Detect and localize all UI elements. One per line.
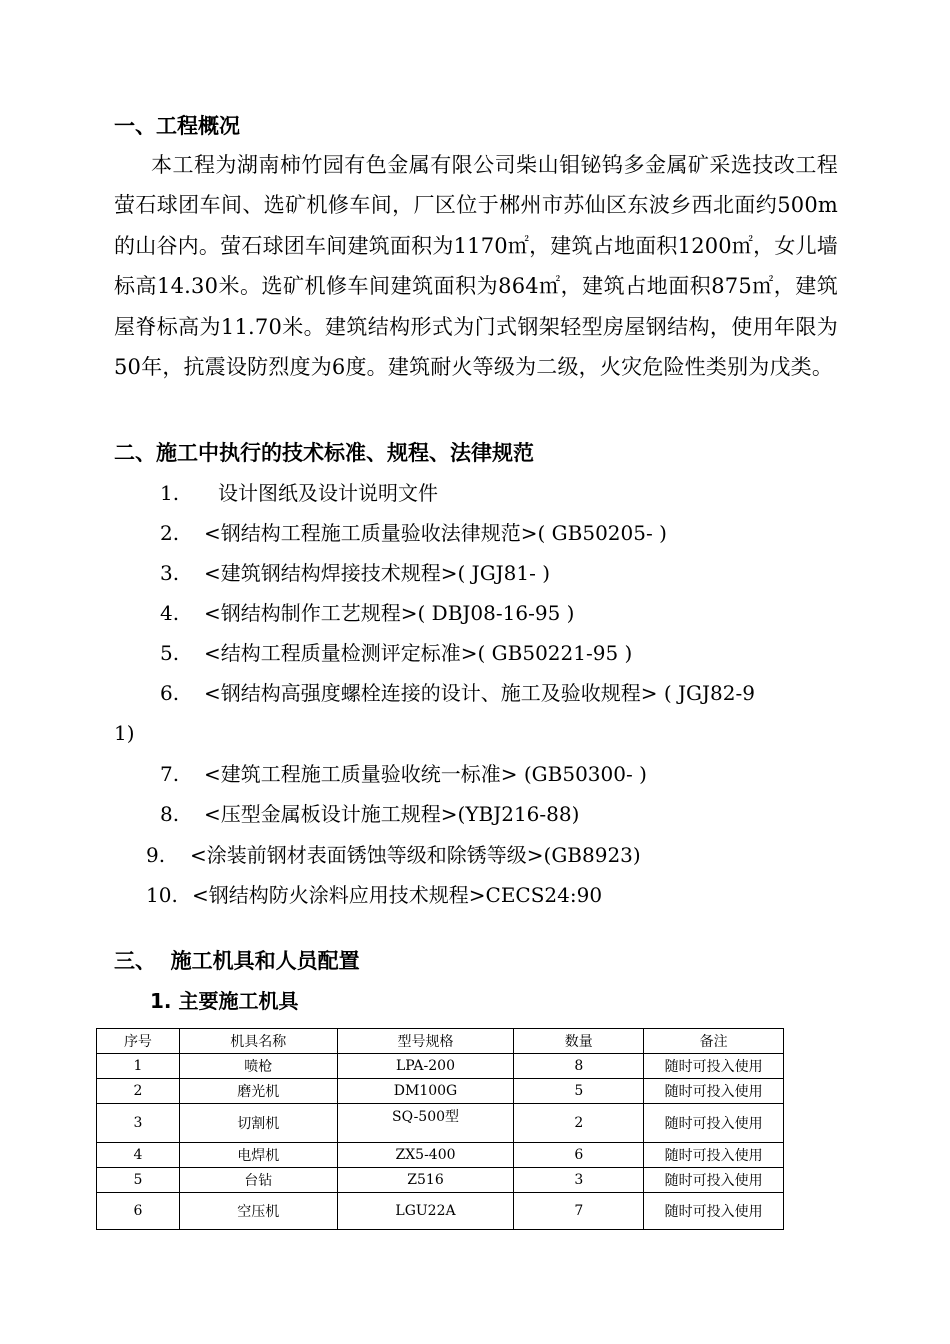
standard-item [160, 519, 667, 547]
item-number: 3. [160, 561, 180, 585]
item-text: <涂装前钢材表面锈蚀等级和除锈等级>(GB8923) [190, 843, 641, 867]
standard-item [146, 841, 641, 869]
item-number: 4. [160, 601, 180, 625]
table-cell: 切割机 [179, 1104, 337, 1143]
table-cell: LPA-200 [337, 1054, 514, 1079]
table-cell: 2 [514, 1104, 644, 1143]
table-cell: 3 [97, 1104, 180, 1143]
table-cell: 空压机 [179, 1193, 337, 1230]
section1-heading: 一、工程概况 [114, 114, 240, 138]
item-text: <钢结构工程施工质量验收法律规范>( GB50205- ) [204, 521, 667, 545]
table-row [97, 1193, 784, 1230]
item-number: 5. [160, 641, 180, 665]
table-cell: 8 [514, 1054, 644, 1079]
table-cell: 随时可投入使用 [644, 1079, 784, 1104]
item-text: 1) [114, 721, 135, 745]
table-cell: Z516 [337, 1168, 514, 1193]
table-cell: 1 [97, 1054, 180, 1079]
standard-item [160, 599, 574, 627]
section3-heading: 三、 施工机具和人员配置 [114, 949, 360, 973]
standard-item [160, 679, 755, 707]
table-cell: 5 [514, 1079, 644, 1104]
table-cell: 随时可投入使用 [644, 1168, 784, 1193]
item-text: <压型金属板设计施工规程>(YBJ216-88) [204, 802, 580, 826]
item-text: 设计图纸及设计说明文件 [218, 481, 438, 505]
table-cell: 电焊机 [179, 1143, 337, 1168]
standard-item [146, 881, 602, 909]
table-header-cell: 机具名称 [179, 1029, 337, 1054]
table-cell: ZX5-400 [337, 1143, 514, 1168]
table-header-cell: 备注 [644, 1029, 784, 1054]
table-cell: 7 [514, 1193, 644, 1230]
table-cell: 随时可投入使用 [644, 1143, 784, 1168]
item-text: <建筑工程施工质量验收统一标准> (GB50300- ) [204, 762, 647, 786]
table-cell: SQ-500型 [337, 1104, 514, 1143]
table-row [97, 1143, 784, 1168]
item-number: 1. [160, 481, 180, 505]
table-cell: 随时可投入使用 [644, 1054, 784, 1079]
table-cell: 6 [514, 1143, 644, 1168]
equipment-table [96, 1028, 784, 1230]
item-text: <建筑钢结构焊接技术规程>( JGJ81- ) [204, 561, 551, 585]
standard-item [160, 760, 647, 788]
table-cell: LGU22A [337, 1193, 514, 1230]
table-row [97, 1168, 784, 1193]
item-number: 2. [160, 521, 180, 545]
item-number: 7. [160, 762, 180, 786]
table-cell: 6 [97, 1193, 180, 1230]
item-number: 10. [146, 883, 178, 907]
table-cell: 3 [514, 1168, 644, 1193]
item-text: <钢结构制作工艺规程>( DBJ08-16-95 ) [204, 601, 575, 625]
standard-item [160, 800, 579, 828]
table-cell: 喷枪 [179, 1054, 337, 1079]
item-text: <结构工程质量检测评定标准>( GB50221-95 ) [204, 641, 633, 665]
table-row [97, 1054, 784, 1079]
table-row [97, 1079, 784, 1104]
table-cell: 4 [97, 1143, 180, 1168]
table-header-cell: 序号 [97, 1029, 180, 1054]
table-header-row [97, 1029, 784, 1054]
table-row [97, 1104, 784, 1143]
table-cell: 随时可投入使用 [644, 1193, 784, 1230]
table-cell: DM100G [337, 1079, 514, 1104]
item-text: <钢结构高强度螺栓连接的设计、施工及验收规程> ( JGJ82-9 [204, 681, 755, 705]
table-header-cell: 数量 [514, 1029, 644, 1054]
table-cell: 2 [97, 1079, 180, 1104]
section3-subheading: 1. 主要施工机具 [150, 989, 299, 1013]
standard-item [160, 479, 438, 507]
table-cell: 台钻 [179, 1168, 337, 1193]
table-cell: 5 [97, 1168, 180, 1193]
item-number: 6. [160, 681, 180, 705]
item-text: <钢结构防火涂料应用技术规程>CECS24:90 [192, 883, 603, 907]
table-cell: 磨光机 [179, 1079, 337, 1104]
section1-paragraph: 本工程为湖南柿竹园有色金属有限公司柴山钼铋钨多金属矿采选技改工程萤石球团车间、选矿机修车间，厂区位于郴州市苏仙区东波乡西北面约500m的山谷内。萤石球团车间建筑面积为1170㎡，建筑占地面积1200㎡，女儿墙标高14.30米。选矿机修车间建筑面积为864㎡，建筑占地面积875㎡，建筑屋脊标高为11.70米。建筑结构形式为门式钢架轻型房屋钢结构，使用年限为50年，抗震设防烈度为6度。建筑耐火等级为二级，火灾危险性类别为戊类。 [114, 153, 838, 380]
table-header-cell: 型号规格 [337, 1029, 514, 1054]
item-number: 9. [146, 843, 166, 867]
section2-heading: 二、施工中执行的技术标准、规程、法律规范 [114, 441, 534, 465]
table-cell: 随时可投入使用 [644, 1104, 784, 1143]
standard-item [160, 639, 632, 667]
item-number: 8. [160, 802, 180, 826]
standard-item [160, 559, 550, 587]
standard-item-continuation [114, 719, 135, 747]
